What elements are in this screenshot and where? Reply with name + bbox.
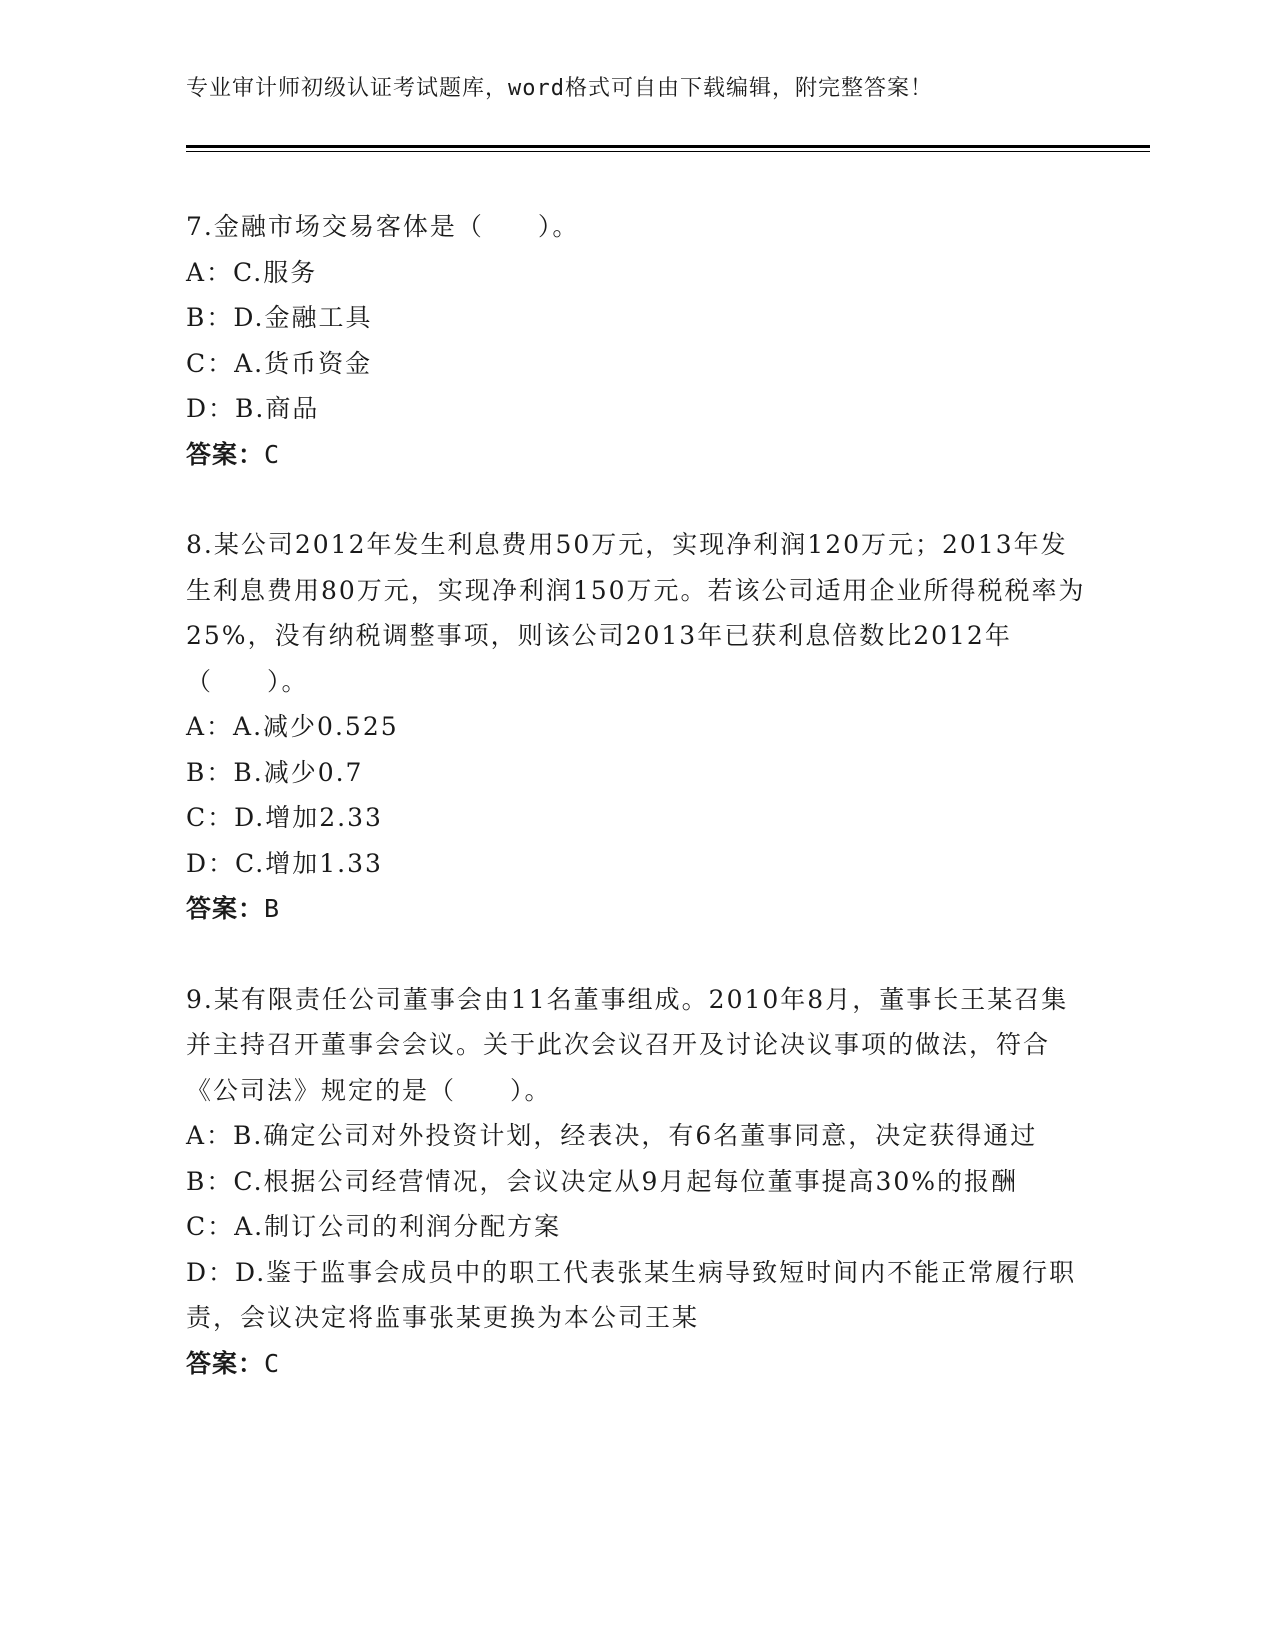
header-rule-thin: [186, 151, 1150, 152]
option-c: C：D.增加2.33: [186, 803, 383, 832]
page-header: 专业审计师初级认证考试题库，word格式可自由下载编辑，附完整答案！: [186, 76, 933, 101]
option-a: A：C.服务: [186, 257, 318, 287]
answer-label: 答案：: [186, 1348, 265, 1378]
answer-label: 答案：: [186, 439, 265, 469]
option-d: D：C.增加1.33: [186, 848, 383, 878]
answer-value: B: [264, 894, 281, 923]
answer-value: C: [264, 439, 281, 469]
question-9: [186, 977, 1086, 1387]
answer-line: [186, 432, 1086, 478]
question-7: [186, 204, 1086, 477]
option-c: C：A.货币资金: [186, 348, 373, 378]
question-stem: 9.某有限责任公司董事会由11名董事组成。2010年8月，董事长王某召集并主持召开董事会会议。关于此次会议召开及讨论决议事项的做法，符合《公司法》规定的是（ ）。: [186, 984, 1069, 1105]
answer-line: [186, 886, 1086, 932]
option-d: D：D.鉴于监事会成员中的职工代表张某生病导致短时间内不能正常履行职责，会议决定将监事张某更换为本公司王某: [186, 1257, 1077, 1332]
question-stem: 7.金融市场交易客体是（ ）。: [186, 212, 580, 241]
answer-label: 答案：: [186, 894, 265, 923]
option-a: A：A.减少0.525: [186, 712, 399, 741]
option-b: B：B.减少0.7: [186, 757, 364, 787]
question-8: [186, 522, 1086, 932]
answer-value: C: [264, 1348, 281, 1378]
question-list: [186, 204, 1086, 1431]
option-d: D：B.商品: [186, 394, 320, 423]
option-a: A：B.确定公司对外投资计划，经表决，有6名董事同意，决定获得通过: [186, 1121, 1038, 1150]
answer-line: [186, 1341, 1086, 1387]
question-stem: 8.某公司2012年发生利息费用50万元，实现净利润120万元；2013年发生利息费用80万元，实现净利润150万元。若该公司适用企业所得税税率为25%，没有纳税调整事项，则该公司2013年已获利息倍数比2012年（ ）。: [186, 530, 1086, 696]
option-b: B：D.金融工具: [186, 303, 373, 332]
header-rule-thick: [186, 145, 1150, 148]
option-c: C：A.制订公司的利润分配方案: [186, 1212, 562, 1241]
option-b: B：C.根据公司经营情况，会议决定从9月起每位董事提高30%的报酬: [186, 1166, 1019, 1196]
